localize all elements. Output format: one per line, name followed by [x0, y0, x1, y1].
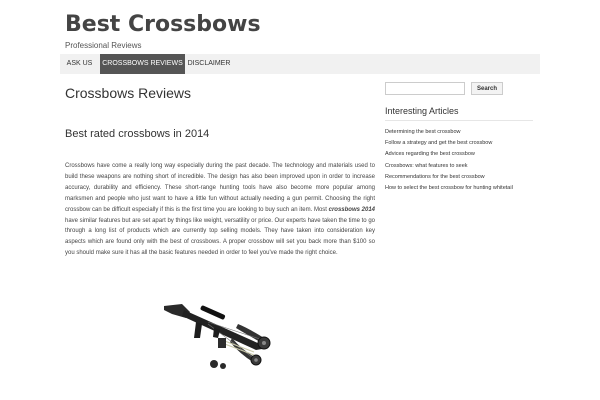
- article-link-recommendations[interactable]: Recommendations for the best crossbow: [385, 173, 485, 180]
- article-body-part2: have similar features but are set apart by things like weight, versatility or price. Our experts have taken the time to go through a long list of products which are currently top selling models. They have taken into consideration key aspects which are found only with the best of crossbows. A proper crossbow will set you back more than $100 so you should make sure it has all the basic features needed in order to feel you've made the right choice.: [65, 217, 375, 257]
- article-link-follow-strategy[interactable]: Follow a strategy and get the best crossbow: [385, 140, 493, 147]
- article-title: Best rated crossbows in 2014: [65, 128, 210, 140]
- widget-divider: [385, 120, 533, 121]
- main-navigation: [60, 54, 540, 74]
- search-button[interactable]: Search: [471, 82, 503, 95]
- interesting-articles-list: [385, 127, 513, 194]
- site-tagline: Professional Reviews: [65, 41, 142, 50]
- article-link-whitetail[interactable]: How to select the best crossbow for hunting whitetail: [385, 185, 513, 192]
- search-input[interactable]: [385, 82, 465, 95]
- article-body: [65, 161, 375, 259]
- article-body-part1: Crossbows have come a really long way especially during the past decade. The technology and materials used to build these weapons are nothing short of incredible. The design has also been improved upon in order to increase accuracy, durability and efficiency. These short-range hunting tools have also become more popular among marksmen and people who just want to have a little fun without actually needing a gun permit. Choosing the right crossbow can be difficult especially if this is the first time you are looking to buy such an item. Most: [65, 163, 375, 213]
- nav-item-disclaimer[interactable]: DISCLAIMER: [187, 60, 231, 67]
- article-link-determining[interactable]: Determining the best crossbow: [385, 129, 461, 135]
- nav-item-ask-us[interactable]: ASK US: [66, 60, 93, 67]
- article-link-advices[interactable]: Advices regarding the best crossbow: [385, 151, 475, 158]
- page-title: Crossbows Reviews: [65, 85, 192, 101]
- article-body-emphasis: crossbows 2014: [328, 206, 375, 213]
- article-link-features[interactable]: Crossbows: what features to seek: [385, 162, 468, 169]
- crossbow-product-image: [160, 298, 280, 373]
- interesting-articles-title: Interesting Articles: [385, 106, 459, 116]
- site-title[interactable]: Best Crossbows: [65, 12, 261, 37]
- nav-item-crossbows-reviews[interactable]: CROSSBOWS REVIEWS: [100, 54, 185, 74]
